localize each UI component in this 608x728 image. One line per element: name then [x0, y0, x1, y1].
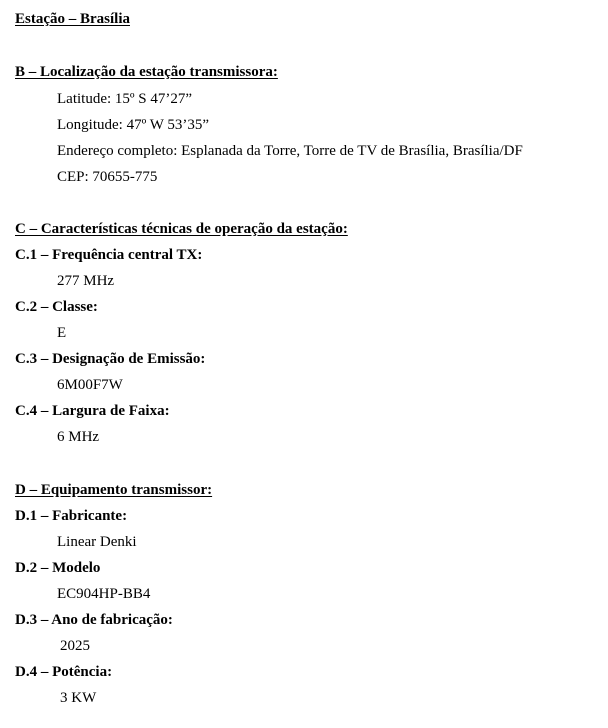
d2-value: EC904HP-BB4: [57, 586, 151, 602]
c2-label: C.2 – Classe:: [15, 299, 98, 315]
d3-label: D.3 – Ano de fabricação:: [15, 612, 173, 628]
address-text: Endereço completo: Esplanada da Torre, Torre de TV de Brasília, Brasília/DF: [57, 143, 523, 159]
section-b-heading: B – Localização da estação transmissora:: [15, 64, 278, 80]
c1-value: 277 MHz: [57, 273, 115, 289]
c2-value: E: [57, 325, 67, 341]
section-c-heading: C – Características técnicas de operação da estação:: [15, 221, 348, 237]
d4-value: 3 KW: [60, 690, 97, 706]
c3-label: C.3 – Designação de Emissão:: [15, 351, 206, 367]
d4-label: D.4 – Potência:: [15, 664, 113, 680]
d3-value: 2025: [60, 638, 90, 654]
latitude-text: Latitude: 15º S 47’27”: [57, 91, 193, 107]
c4-label: C.4 – Largura de Faixa:: [15, 403, 170, 419]
section-d-heading: D – Equipamento transmissor:: [15, 482, 213, 498]
c1-label: C.1 – Frequência central TX:: [15, 247, 203, 263]
d1-value: Linear Denki: [57, 534, 137, 550]
c3-value: 6M00F7W: [57, 377, 123, 393]
d1-label: D.1 – Fabricante:: [15, 508, 128, 524]
document-title: Estação – Brasília: [15, 11, 130, 27]
d2-label: D.2 – Modelo: [15, 560, 101, 576]
longitude-text: Longitude: 47º W 53’35”: [57, 117, 209, 133]
c4-value: 6 MHz: [57, 429, 100, 445]
cep-text: CEP: 70655-775: [57, 169, 158, 185]
